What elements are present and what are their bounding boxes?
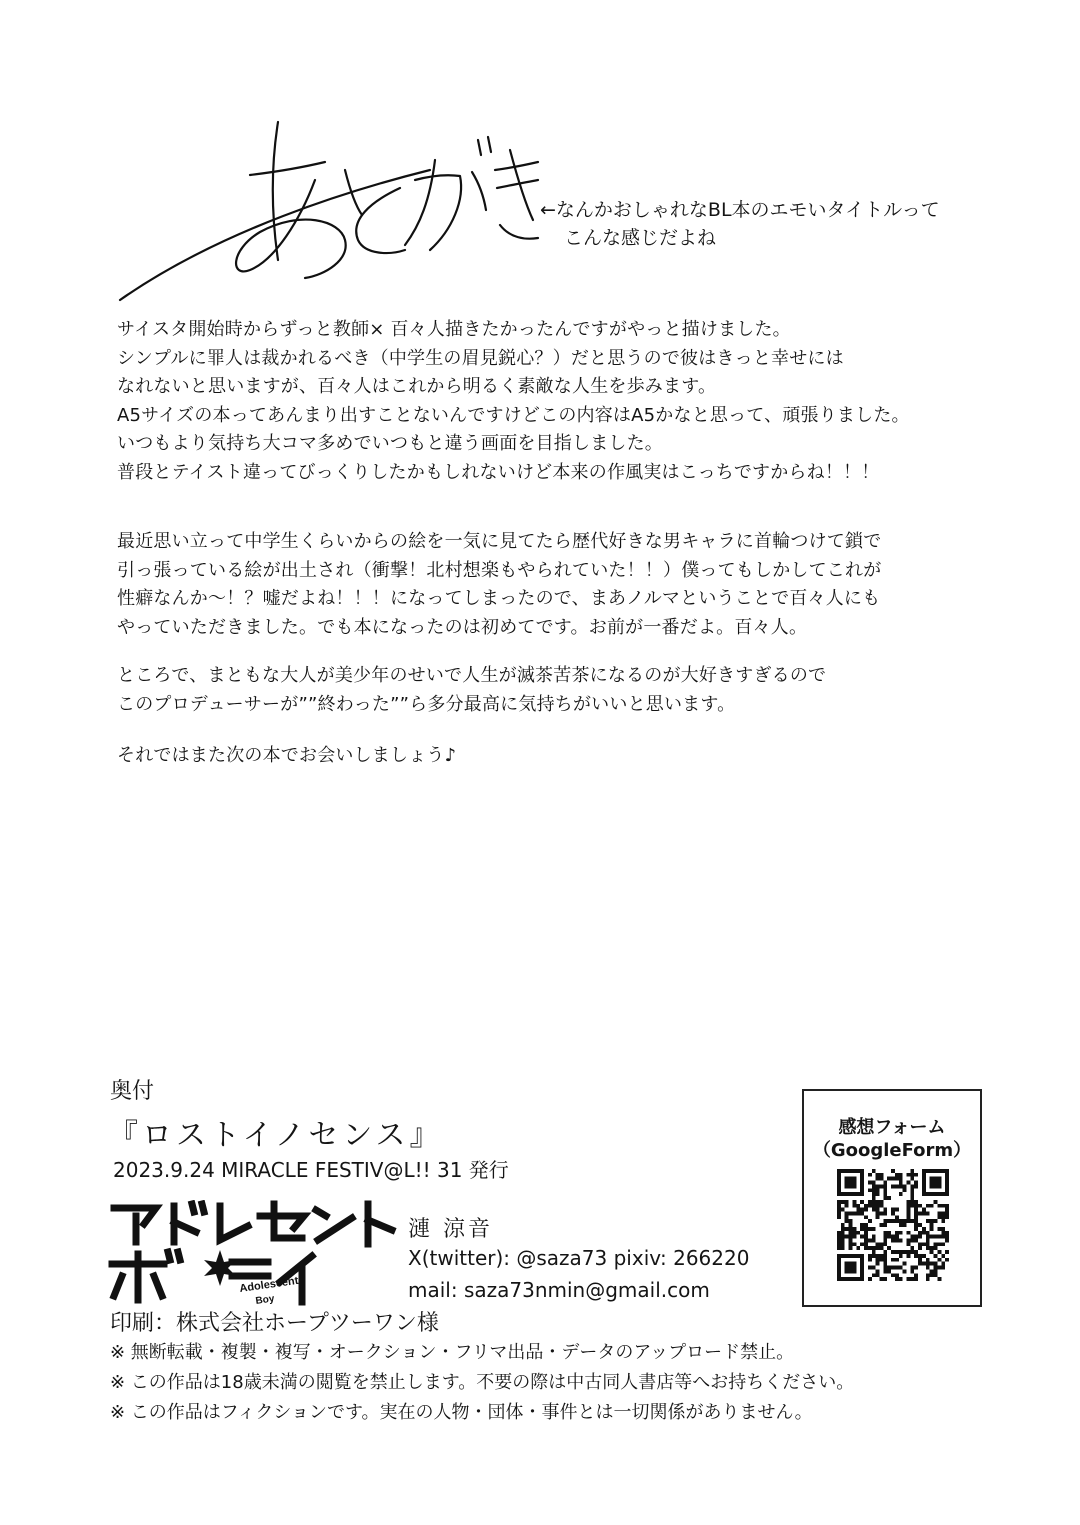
notice-item: ※ この作品はフィクションです。実在の人物・団体・事件とは一切関係がありません。 bbox=[110, 1402, 813, 1423]
notice-item: ※ 無断転載・複製・複写・オークション・フリマ出品・データのアップロード禁止。 bbox=[110, 1342, 795, 1363]
printer-info: 印刷：株式会社ホープツーワン様 bbox=[110, 1311, 439, 1336]
mail-address: mail: saza73nmin@gmail.com bbox=[408, 1278, 710, 1302]
qr-code-icon[interactable] bbox=[837, 1169, 949, 1281]
circle-logo-text bbox=[0, 0, 1, 1]
colophon-heading: 奥付 bbox=[110, 1079, 155, 1104]
circle-logo bbox=[108, 1200, 408, 1310]
notice-list bbox=[110, 1338, 854, 1428]
svg-text:Adolescent: Adolescent bbox=[238, 1274, 300, 1295]
text-line: やっていただきました。でも本になったのは初めてです。お前が一番だよ。百々人。 bbox=[117, 616, 808, 638]
text-line: シンプルに罪人は裁かれるべき（中学生の眉見鋭心？）だと思うので彼はきっと幸せには bbox=[117, 347, 844, 369]
feedback-subtitle: （GoogleForm） bbox=[812, 1140, 972, 1161]
paragraph-2 bbox=[117, 528, 881, 642]
text-line: サイスタ開始時からずっと教師× 百々人描きたかったんですがやっと描けました。 bbox=[117, 319, 791, 340]
title-side-note bbox=[540, 196, 940, 252]
text-line: いつもより気持ち大コマ多めでいつもと違う画面を目指しました。 bbox=[117, 433, 663, 455]
book-title: 『ロストイノセンス』 bbox=[108, 1118, 444, 1153]
sns-info: X(twitter): @saza73 pixiv: 266220 bbox=[408, 1246, 750, 1270]
text-line: 最近思い立って中学生くらいからの絵を一気に見てたら歴代好きな男キャラに首輪つけて鎖で bbox=[117, 531, 882, 552]
text-line: 性癖なんか〜！？嘘だよね！！！になってしまったので、まあノルマということで百々人にも bbox=[117, 588, 881, 610]
title-note-line: ←なんかおしゃれなBL本のエモいタイトルって bbox=[540, 199, 940, 221]
title-note-line: こんな感じだよね bbox=[564, 227, 717, 249]
text-line: なれないと思いますが、百々人はこれから明るく素敵な人生を歩みます。 bbox=[117, 376, 717, 398]
text-line: ところで、まともな大人が美少年のせいで人生が滅茶苦茶になるのが大好きすぎるので bbox=[117, 665, 827, 686]
text-line: A5サイズの本ってあんまり出すことないんですけどこの内容はA5かなと思って、頑張りました。 bbox=[117, 404, 910, 426]
feedback-title: 感想フォーム bbox=[838, 1117, 946, 1138]
text-line: 引っ張っている絵が出土され（衝撃！北村想楽もやられていた！！）僕ってもしかしてこれが bbox=[117, 559, 882, 581]
paragraph-1 bbox=[117, 316, 910, 488]
handwritten-title-art bbox=[100, 110, 540, 315]
issue-info: 2023.9.24 MIRACLE FESTIV@L!! 31 発行 bbox=[113, 1158, 509, 1182]
notice-item: ※ この作品は18歳未満の閲覧を禁止します。不要の際は中古同人書店等へお持ちください。 bbox=[110, 1372, 855, 1393]
afterword-title bbox=[0, 0, 1, 1]
paragraph-4 bbox=[117, 742, 456, 771]
text-line: このプロデューサーが””終わった””ら多分最高に気持ちがいいと思います。 bbox=[117, 693, 736, 715]
svg-text:Boy: Boy bbox=[254, 1293, 276, 1307]
paragraph-3 bbox=[117, 662, 826, 719]
text-line: 普段とテイスト違ってびっくりしたかもしれないけど本来の作風実はこっちですからね！！！ bbox=[117, 461, 880, 483]
author-name: 漣 涼音 bbox=[408, 1217, 493, 1242]
feedback-form-box bbox=[802, 1089, 982, 1307]
text-line: それではまた次の本でお会いしましょう♪ bbox=[117, 745, 457, 766]
